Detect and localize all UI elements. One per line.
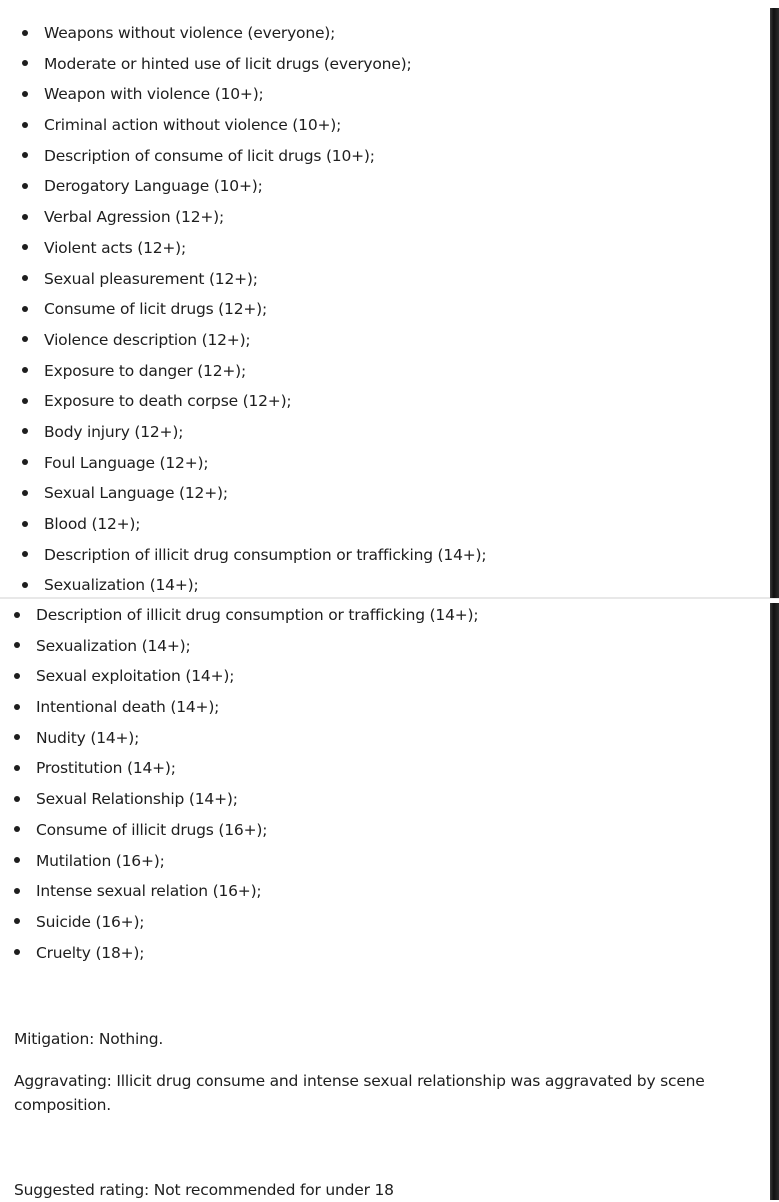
list-item-text: Derogatory Language (10+); — [44, 177, 263, 196]
bullet-icon — [22, 428, 28, 434]
bullet-icon — [22, 60, 28, 66]
list-item — [22, 202, 486, 233]
list-item — [14, 846, 478, 877]
list-item-text: Intentional death (14+); — [36, 698, 220, 717]
list-item — [14, 876, 478, 907]
list-item-text: Sexual exploitation (14+); — [36, 667, 235, 686]
bullet-icon — [22, 367, 28, 373]
list-item — [22, 294, 486, 325]
bullet-icon — [22, 398, 28, 404]
bullet-icon — [22, 521, 28, 527]
list-item — [22, 386, 486, 417]
list-item — [22, 18, 486, 49]
list-item — [14, 815, 478, 846]
bullet-icon — [22, 459, 28, 465]
bullet-icon — [22, 214, 28, 220]
mitigation-text: Mitigation: Nothing. — [14, 1030, 164, 1048]
list-item — [22, 79, 486, 110]
list-item — [22, 233, 486, 264]
list-item-text: Sexual pleasurement (12+); — [44, 269, 258, 288]
content-descriptor-list-bottom — [14, 600, 478, 968]
bullet-icon — [22, 30, 28, 36]
list-item-text: Sexual Relationship (14+); — [36, 790, 238, 809]
bullet-icon — [22, 122, 28, 128]
bullet-icon — [22, 582, 28, 588]
list-item — [22, 110, 486, 141]
list-item — [22, 478, 486, 509]
bullet-icon — [22, 91, 28, 97]
bullet-icon — [14, 673, 20, 679]
list-item — [14, 723, 478, 754]
bullet-icon — [14, 642, 20, 648]
list-item-text: Sexual Language (12+); — [44, 484, 228, 503]
list-item-text: Exposure to danger (12+); — [44, 361, 247, 380]
list-item — [22, 448, 486, 479]
list-item — [22, 540, 486, 571]
list-item — [22, 171, 486, 202]
list-item — [22, 356, 486, 387]
list-item-text: Weapons without violence (everyone); — [44, 24, 336, 42]
bullet-icon — [22, 244, 28, 250]
list-item — [14, 938, 478, 969]
bullet-icon — [22, 490, 28, 496]
list-item-text: Verbal Agression (12+); — [44, 208, 225, 227]
list-item-text: Description of illicit drug consumption or trafficking (14+); — [36, 606, 479, 624]
list-item-text: Suicide (16+); — [36, 912, 145, 931]
list-item — [22, 49, 486, 80]
bullet-icon — [14, 918, 20, 924]
list-item-text: Description of illicit drug consumption or trafficking (14+); — [44, 545, 487, 564]
list-item-text: Criminal action without violence (10+); — [44, 116, 342, 135]
suggested-rating-text: Suggested rating: Not recommended for under 18 — [14, 1181, 394, 1199]
list-item — [14, 907, 478, 938]
dark-edge-strip-top — [770, 8, 779, 598]
list-item — [22, 264, 486, 295]
dark-edge-strip-bottom — [770, 603, 779, 1200]
bullet-icon — [14, 857, 20, 863]
list-item-text: Body injury (12+); — [44, 422, 184, 441]
bullet-icon — [14, 704, 20, 710]
list-item-text: Consume of illicit drugs (16+); — [36, 820, 268, 839]
list-item-text: Moderate or hinted use of licit drugs (everyone); — [44, 54, 412, 73]
list-item — [14, 600, 478, 631]
list-item-text: Description of consume of licit drugs (10+); — [44, 146, 375, 165]
list-item-text: Consume of licit drugs (12+); — [44, 300, 268, 319]
list-item-text: Blood (12+); — [44, 515, 141, 533]
list-item — [22, 417, 486, 448]
panel-seam — [0, 597, 779, 599]
bullet-icon — [14, 826, 20, 832]
bullet-icon — [14, 796, 20, 802]
bullet-icon — [22, 551, 28, 557]
list-item-text: Prostitution (14+); — [36, 759, 176, 778]
bullet-icon — [14, 949, 20, 955]
list-item-text: Cruelty (18+); — [36, 943, 145, 962]
list-item-text: Foul Language (12+); — [44, 453, 209, 472]
list-item — [22, 509, 486, 540]
aggravating-text: Aggravating: Illicit drug consume and intense sexual relationship was aggravated by scene composition. — [14, 1072, 705, 1114]
bullet-icon — [22, 183, 28, 189]
bullet-icon — [14, 765, 20, 771]
bullet-icon — [14, 888, 20, 894]
bullet-icon — [22, 275, 28, 281]
bullet-icon — [14, 612, 20, 618]
list-item — [14, 631, 478, 662]
list-item-text: Violence description (12+); — [44, 330, 251, 349]
list-item — [14, 692, 478, 723]
list-item-text: Exposure to death corpse (12+); — [44, 392, 292, 411]
list-item — [22, 141, 486, 172]
list-item — [14, 753, 478, 784]
bullet-icon — [14, 734, 20, 740]
list-item-text: Mutilation (16+); — [36, 851, 165, 870]
list-item-text: Nudity (14+); — [36, 728, 140, 747]
screenshot-panel-top — [0, 0, 770, 598]
list-item — [22, 325, 486, 356]
bullet-icon — [22, 336, 28, 342]
list-item-text: Sexualization (14+); — [44, 576, 199, 595]
list-item — [14, 784, 478, 815]
bullet-icon — [22, 152, 28, 158]
list-item-text: Weapon with violence (10+); — [44, 85, 264, 104]
list-item-text: Intense sexual relation (16+); — [36, 882, 262, 901]
content-descriptor-list-top — [22, 18, 486, 601]
list-item-text: Violent acts (12+); — [44, 238, 187, 257]
bullet-icon — [22, 306, 28, 312]
list-item-text: Sexualization (14+); — [36, 636, 191, 655]
list-item — [14, 661, 478, 692]
